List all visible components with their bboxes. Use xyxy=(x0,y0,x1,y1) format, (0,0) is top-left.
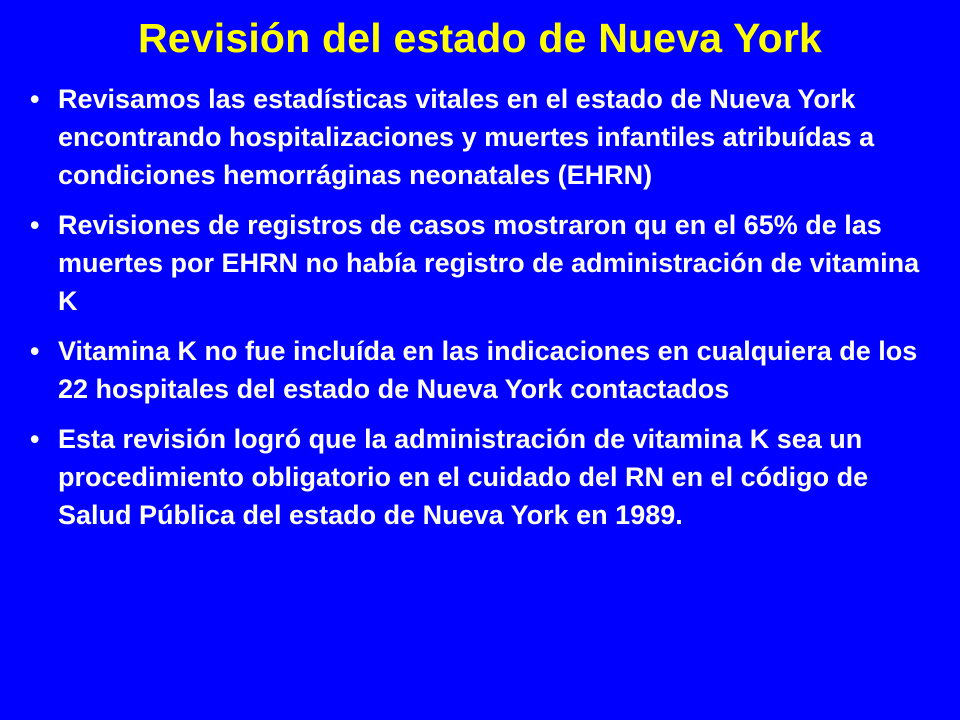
bullet-item xyxy=(24,332,944,408)
bullet-text: Esta revisión logró que la administración de vitamina K sea un procedimiento obligatorio en el cuidado del RN en el código de Salud Pública del estado de Nueva York en 1989. xyxy=(58,424,869,530)
bullet-icon: • xyxy=(30,424,40,454)
bullet-text: Vitamina K no fue incluída en las indicaciones en cualquiera de los 22 hospitales del estado de Nueva York contactados xyxy=(58,336,918,404)
bullet-icon: • xyxy=(30,84,40,114)
bullet-item xyxy=(24,420,944,534)
slide-title: Revisión del estado de Nueva York xyxy=(137,15,823,61)
bullet-icon: • xyxy=(30,210,40,240)
bullet-text: Revisiones de registros de casos mostraron qu en el 65% de las muertes por EHRN no había registro de administración de vitamina K xyxy=(58,210,920,316)
bullet-text: Revisamos las estadísticas vitales en el estado de Nueva York encontrando hospitalizaciones y muertes infantiles atribuídas a condiciones hemorráginas neonatales (EHRN) xyxy=(58,84,875,190)
bullet-item xyxy=(24,80,944,194)
bullet-icon: • xyxy=(30,336,40,366)
bullet-list xyxy=(24,80,944,546)
bullet-item xyxy=(24,206,944,320)
